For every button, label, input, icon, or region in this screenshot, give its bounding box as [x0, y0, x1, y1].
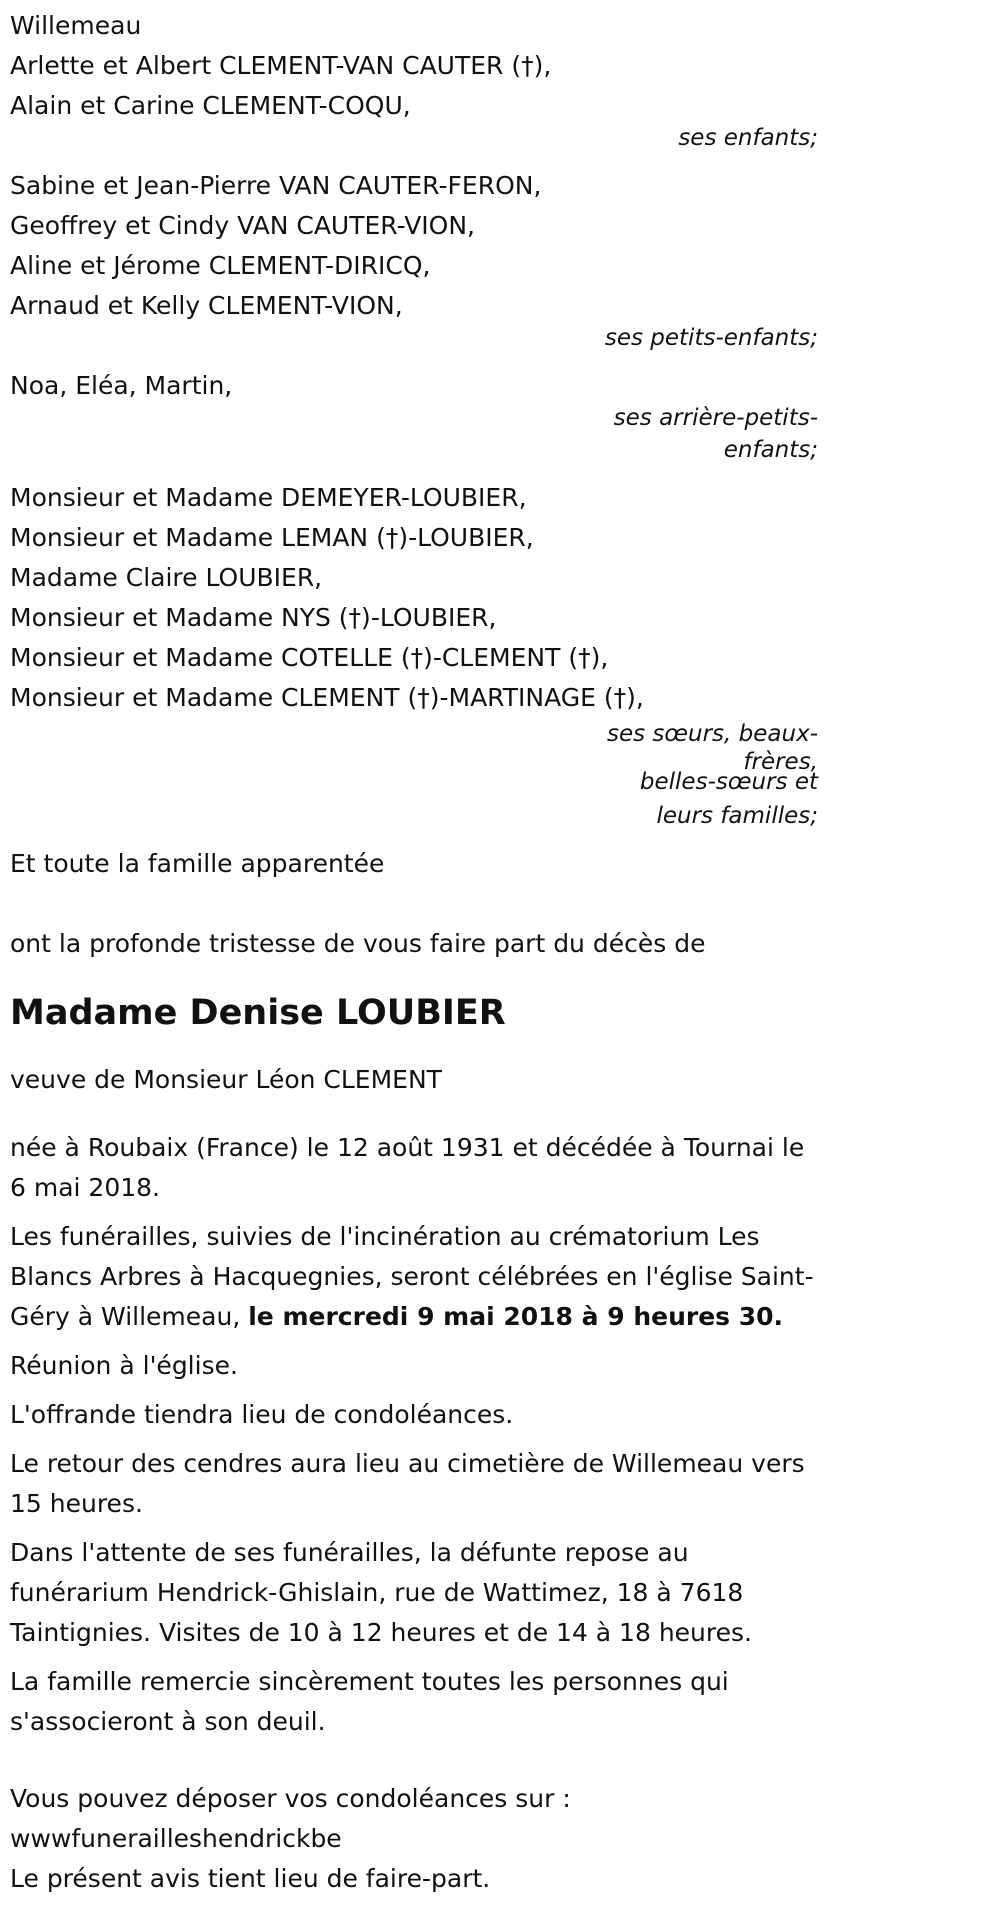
place-name: Willemeau — [10, 11, 142, 40]
birth-death-dates: née à Roubaix (France) le 12 août 1931 et décédée à Tournai le 6 mai 2018. — [10, 1133, 805, 1202]
thanks-text: La famille remercie sincèrement toutes les personnes qui s'associeront à son deuil. — [10, 1667, 729, 1736]
rest-info: Dans l'attente de ses funérailles, la défunte repose au funérarium Hendrick-Ghislain, rue de Wattimez, 18 à 7618 Taintignies. Visites de 10 à 12 heures et de 14 à 18 heures. — [10, 1538, 752, 1647]
family-member: Sabine et Jean-Pierre VAN CAUTER-FERON, — [10, 171, 542, 200]
family-role-line: leurs familles; — [656, 803, 818, 829]
funeral-text: Les funérailles, suivies de l'incinération au crématorium Les Blancs Arbres à Hacquegnies, seront célébrées en l'église Saint-Géry à Willemeau, — [10, 1222, 814, 1331]
family-role-line: ses arrière-petits- — [613, 405, 818, 431]
widow-of: veuve de Monsieur Léon CLEMENT — [10, 1065, 442, 1094]
family-role-line: ses sœurs, beaux- — [606, 721, 818, 747]
condolences-label: Vous pouvez déposer vos condoléances sur : — [10, 1784, 571, 1813]
family-role-line: enfants; — [723, 437, 818, 463]
condolences-website-link[interactable]: wwwfunerailleshendrickbe — [10, 1824, 342, 1853]
family-group-children — [10, 46, 820, 158]
family-group-siblings — [10, 478, 820, 836]
deceased-name: Madame Denise LOUBIER — [10, 993, 506, 1033]
family-role-line: belles-sœurs et — [639, 769, 818, 795]
family-member: Alain et Carine CLEMENT-COQU, — [10, 91, 411, 120]
family-member: Noa, Eléa, Martin, — [10, 371, 233, 400]
family-member: Monsieur et Madame LEMAN (†)-LOUBIER, — [10, 523, 534, 552]
family-member: Monsieur et Madame NYS (†)-LOUBIER, — [10, 603, 497, 632]
funeral-date: le mercredi 9 mai 2018 à 9 heures 30. — [248, 1302, 784, 1331]
funeral-details — [10, 1217, 820, 1337]
family-member: Arlette et Albert CLEMENT-VAN CAUTER (†), — [10, 51, 552, 80]
family-member: Aline et Jérome CLEMENT-DIRICQ, — [10, 251, 431, 280]
ashes-info: Le retour des cendres aura lieu au cimetière de Willemeau vers 15 heures. — [10, 1449, 805, 1518]
family-member: Arnaud et Kelly CLEMENT-VION, — [10, 291, 403, 320]
family-role: ses enfants; — [678, 125, 818, 151]
notice-text: Le présent avis tient lieu de faire-part. — [10, 1864, 491, 1893]
family-member: Monsieur et Madame DEMEYER-LOUBIER, — [10, 483, 527, 512]
offering-info: L'offrande tiendra lieu de condoléances. — [10, 1400, 514, 1429]
family-member: Monsieur et Madame COTELLE (†)-CLEMENT (†), — [10, 643, 609, 672]
family-role: ses petits-enfants; — [604, 325, 818, 351]
family-member: Madame Claire LOUBIER, — [10, 563, 323, 592]
family-group-grandchildren — [10, 166, 820, 358]
extended-family: Et toute la famille apparentée — [10, 849, 385, 878]
meeting-info: Réunion à l'église. — [10, 1351, 238, 1380]
announcement-text: ont la profonde tristesse de vous faire part du décès de — [10, 929, 706, 958]
family-member: Monsieur et Madame CLEMENT (†)-MARTINAGE (†), — [10, 683, 644, 712]
family-group-great-grandchildren — [10, 366, 820, 470]
family-role-line: frères, — [743, 749, 818, 775]
family-member: Geoffrey et Cindy VAN CAUTER-VION, — [10, 211, 476, 240]
